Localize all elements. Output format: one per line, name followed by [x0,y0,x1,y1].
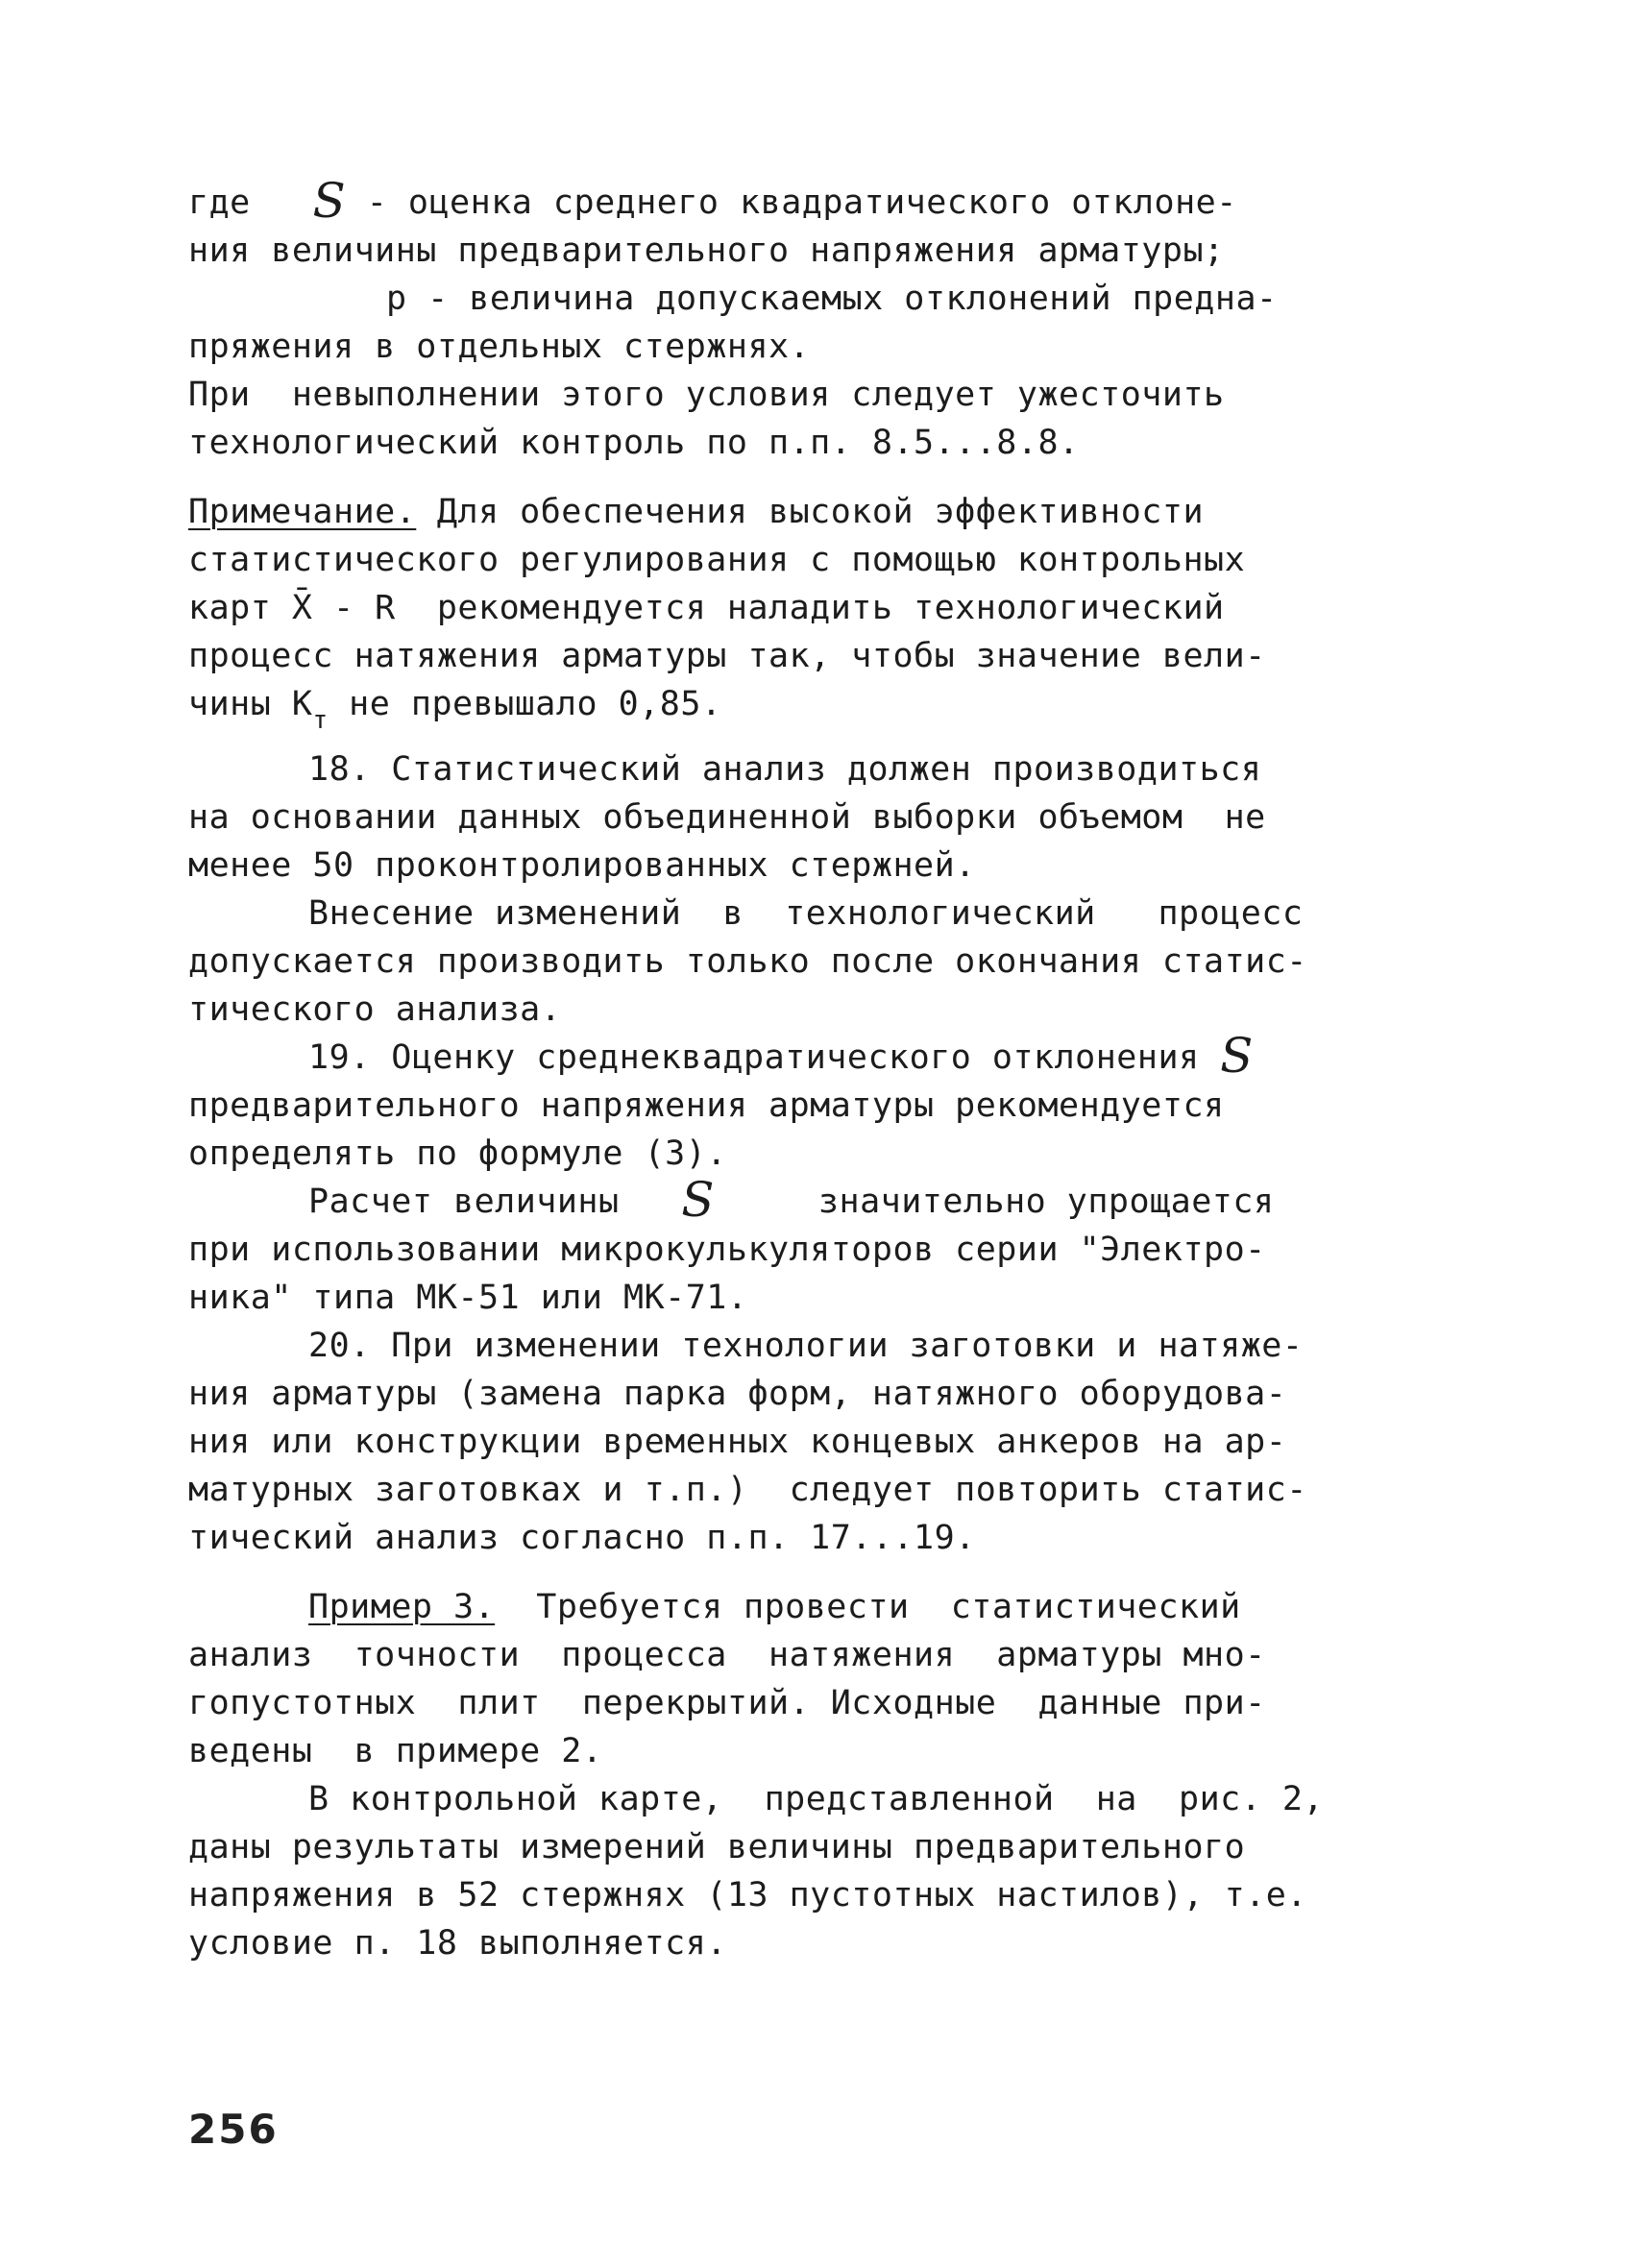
text-line: пряжения в отдельных стержнях. [188,328,811,366]
sigma-symbol: S [312,173,347,229]
text-fragment: Для обеспечения высокой эффективности [416,493,1205,531]
body-text [188,173,1456,1967]
text-fragment: 19. Оценку среднеквадратического отклонения [308,1038,1221,1077]
example-label: Пример 3. [308,1588,496,1626]
text-line: карт X̄ - R рекомендуется наладить технологический [188,589,1225,627]
text-line: ния или конструкции временных концевых анкеров на ар- [188,1423,1287,1461]
sigma-symbol: S [1220,1028,1254,1084]
text-line [188,1028,1456,1084]
text-line: ника" типа МК-51 или МК-71. [188,1279,748,1317]
text-line: ведены в примере 2. [188,1732,603,1770]
text-fragment: чины К [188,685,313,723]
text-line: матурных заготовках и т.п.) следует повторить статис- [188,1471,1307,1509]
sigma-symbol: S [681,1172,716,1228]
text-line: допускается производить только после окончания статис- [188,942,1307,981]
text-line [188,173,1456,229]
spacer [188,467,1456,488]
text-line: при использовании микрокулькуляторов серии "Электро- [188,1231,1266,1269]
text-line: гопустотных плит перекрытий. Исходные данные при- [188,1684,1266,1722]
text-line: В контрольной карте, представленной на рис. 2, [308,1780,1325,1818]
text-line: тический анализ согласно п.п. 17...19. [188,1519,976,1557]
text-line [188,1583,1456,1631]
text-line: анализ точности процесса натяжения арматуры мно- [188,1636,1266,1674]
page-number: 256 [188,2106,279,2153]
text-line: статистического регулирования с помощью контрольных [188,541,1246,579]
spacer [188,1562,1456,1583]
note-label: Примечание. [188,493,417,531]
text-line [188,1172,1456,1228]
text-line: 20. При изменении технологии заготовки и натяже- [308,1327,1304,1365]
text-fragment: - оценка среднего квадратического отклоне- [346,183,1237,222]
text-fragment: где [188,183,313,222]
text-line: процесс натяжения арматуры так, чтобы значение вели- [188,637,1266,675]
text-line: ния величины предварительного напряжения арматуры; [188,232,1225,270]
text-line: даны результаты измерений величины предварительного [188,1828,1246,1866]
text-line: Внесение изменений в технологический процесс [308,894,1304,933]
text-line: технологический контроль по п.п. 8.5...8.8. [188,424,1080,462]
text-line: напряжения в 52 стержнях (13 пустотных настилов), т.е. [188,1876,1307,1914]
text-line [188,680,1456,735]
text-line: на основании данных объединенной выборки объемом не [188,798,1266,837]
text-line [188,488,1456,536]
text-line: тического анализа. [188,990,562,1029]
text-line: При невыполнении этого условия следует ужесточить [188,376,1225,414]
text-fragment: не превышало 0,85. [328,685,722,723]
subscript: т [312,706,329,735]
spacer [188,728,1456,745]
text-line: предварительного напряжения арматуры рекомендуется [188,1086,1225,1125]
text-fragment: Расчет величины [308,1183,682,1221]
text-line: p - величина допускаемых отклонений предна- [386,280,1278,318]
text-fragment: Требуется провести статистический [495,1588,1241,1626]
text-line: ния арматуры (замена парка форм, натяжного оборудова- [188,1375,1287,1413]
text-line: менее 50 проконтролированных стержней. [188,846,976,885]
text-line: определять по формуле (3). [188,1134,727,1173]
text-line: 18. Статистический анализ должен производиться [308,750,1262,789]
text-fragment: значительно упрощается [715,1183,1275,1221]
text-line: условие п. 18 выполняется. [188,1924,727,1963]
